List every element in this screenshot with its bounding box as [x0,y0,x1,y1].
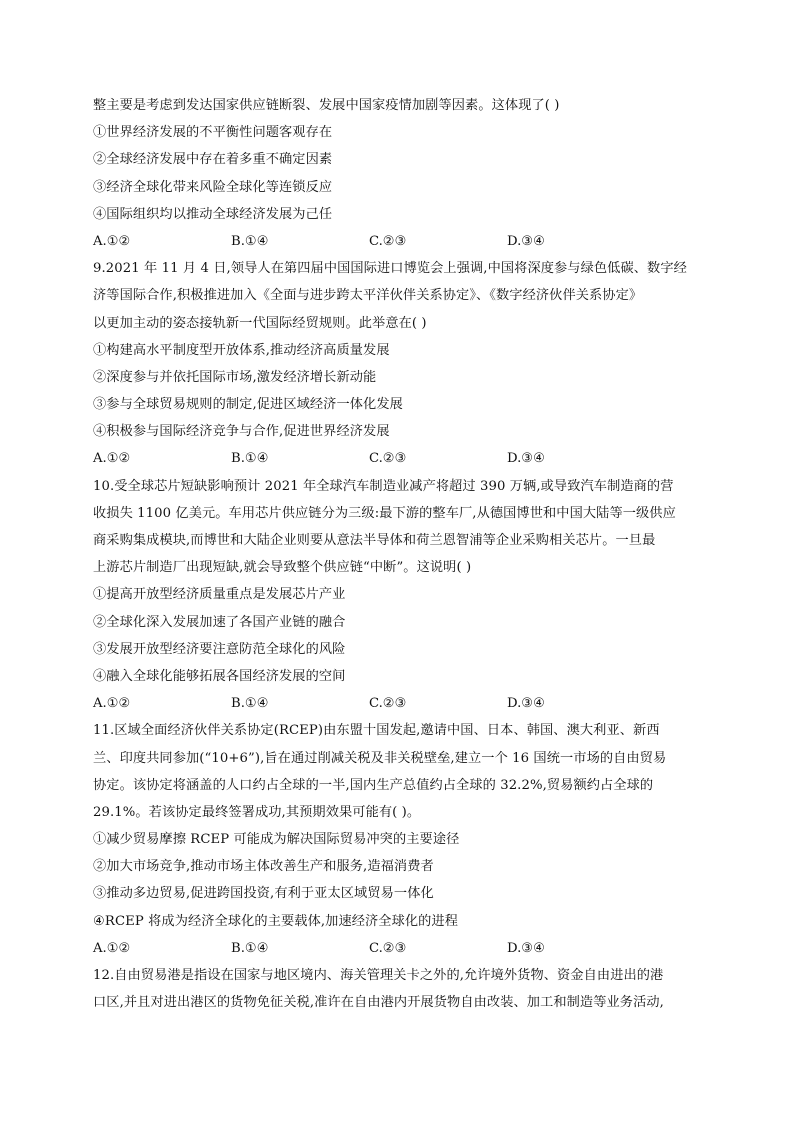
question-11 [93,717,705,962]
option-item: ④融入全球化能够拓展各国经济发展的空间 [93,668,346,684]
choice-a: A.①② [93,451,131,467]
choice-a: A.①② [93,696,131,712]
answer-choices [93,935,705,962]
answer-choices [93,445,705,472]
choice-c: C.②③ [369,940,407,956]
option-item: ④积极参与国际经济竞争与合作,促进世界经济发展 [93,424,390,440]
choice-a: A.①② [93,233,131,249]
option-item: ②全球经济发展中存在着多重不确定因素 [93,152,333,168]
question-stem-line: 以更加主动的姿态接轨新一代国际经贸规则。此举意在( ) [93,315,427,331]
option-item: ④RCEP 将成为经济全球化的主要载体,加速经济全球化的进程 [93,913,459,929]
question-stem-line: 9.2021 年 11 月 4 日,领导人在第四届中国国际进口博览会上强调,中国将深度参与绿色低碳、数字经 [93,261,687,277]
question-8 [93,92,705,255]
option-item: ③发展开放型经济要注意防范全球化的风险 [93,641,346,657]
question-stem-line: 10.受全球芯片短缺影响预计 2021 年全球汽车制造业减产将超过 390 万辆,或导致汽车制造商的营 [93,478,674,494]
question-stem-line: 兰、印度共同参加(“10+6”),旨在通过削减关税及非关税壁垒,建立一个 16 国统一市场的自由贸易 [93,750,667,766]
option-item: ①世界经济发展的不平衡性问题客观存在 [93,125,333,141]
option-item: ②深度参与并依托国际市场,激发经济增长新动能 [93,369,377,385]
choice-a: A.①② [93,940,131,956]
choice-d: D.③④ [507,233,545,249]
question-stem-line: 整主要是考虑到发达国家供应链断裂、发展中国家疫情加剧等因素。这体现了( ) [93,98,560,113]
question-stem-line: 口区,并且对进出港区的货物免征关税,准许在自由港内开展货物自由改装、加工和制造等业务活动, [93,995,664,1011]
question-stem-line: 济等国际合作,积极推进加入《全面与进步跨太平洋伙伴关系协定》、《数字经济伙伴关系协定》 [93,288,643,304]
document-page [93,92,705,1016]
question-9 [93,255,705,473]
option-item: ①构建高水平制度型开放体系,推动经济高质量发展 [93,342,390,358]
choice-b: B.①④ [231,940,269,956]
choice-d: D.③④ [507,451,545,467]
choice-d: D.③④ [507,940,545,956]
question-10 [93,473,705,718]
option-item: ③推动多边贸易,促进跨国投资,有利于亚太区域贸易一体化 [93,886,434,902]
choice-b: B.①④ [231,451,269,467]
choice-c: C.②③ [369,233,407,249]
choice-c: C.②③ [369,451,407,467]
option-item: ②加大市场竞争,推动市场主体改善生产和服务,造福消费者 [93,859,434,875]
question-stem-line: 12.自由贸易港是指设在国家与地区境内、海关管理关卡之外的,允许境外货物、资金自由进出的港 [93,968,664,983]
choice-c: C.②③ [369,696,407,712]
option-item: ③参与全球贸易规则的制定,促进区域经济一体化发展 [93,397,403,413]
question-stem-line: 29.1%。若该协定最终签署成功,其预期效果可能有( )。 [93,804,421,820]
question-stem-line: 协定。该协定将涵盖的人口约占全球的一半,国内生产总值约占全球的 32.2%,贸易额约占全球的 [93,777,654,793]
question-stem-line: 商采购集成模块,而博世和大陆企业则要从意法半导体和荷兰恩智浦等企业采购相关芯片。一旦最 [93,533,656,548]
choice-d: D.③④ [507,696,545,712]
option-item: ①提高开放型经济质量重点是发展芯片产业 [93,587,346,603]
option-item: ③经济全球化带来风险全球化等连锁反应 [93,179,333,195]
option-item: ①减少贸易摩擦 RCEP 可能成为解决国际贸易冲突的主要途径 [93,832,460,848]
option-item: ④国际组织均以推动全球经济发展为己任 [93,206,333,222]
choice-b: B.①④ [231,233,269,249]
option-item: ②全球化深入发展加速了各国产业链的融合 [93,614,346,630]
question-stem-line: 上游芯片制造厂出现短缺,就会导致整个供应链“中断”。这说明( ) [93,560,472,576]
question-stem-line: 11.区域全面经济伙伴关系协定(RCEP)由东盟十国发起,邀请中国、日本、韩国、澳大利亚、新西 [93,723,660,739]
question-12 [93,962,705,1016]
answer-choices [93,228,705,255]
question-stem-line: 收损失 1100 亿美元。车用芯片供应链分为三级:最下游的整车厂,从德国博世和中国大陆等一级供应 [93,505,676,521]
choice-b: B.①④ [231,696,269,712]
answer-choices [93,690,705,717]
